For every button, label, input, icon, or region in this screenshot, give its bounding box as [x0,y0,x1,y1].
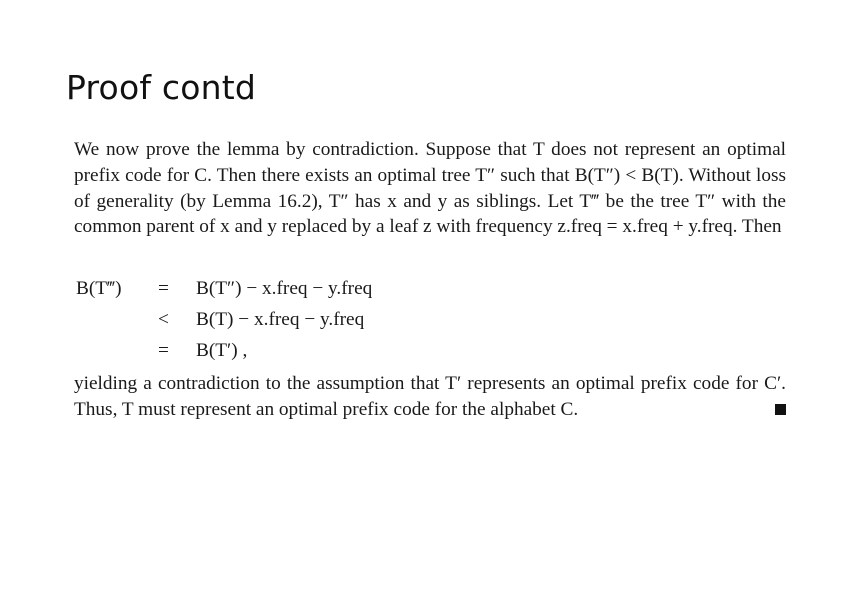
equation-relation: < [158,309,169,330]
equation-relation: = [158,278,169,299]
equation-rhs: B(T″) − x.freq − y.freq [196,278,373,299]
qed-symbol [775,404,786,415]
equation-relation: = [158,340,169,361]
proof-paragraph-1: We now prove the lemma by contradiction. Suppose that T does not represent an optimal prefix code for C. Then there exists an optimal tree T″ such that B(T″) < B(T). Without loss of generality (by Lemma 16.2), T″ has x and y as siblings. Let T‴ be the tree T″ with the common parent of x and y replaced by a leaf z with frequency z.freq = x.freq + y.freq. Then [74,139,786,238]
slide-title: Proof contd [66,68,256,107]
equation-lhs: B(T‴) [76,278,122,299]
proof-paragraph-2: yielding a contradiction to the assumption that T′ represents an optimal prefix code for C′. Thus, T must represent an optimal prefix code for the alphabet C. [74,373,786,420]
equation-rhs: B(T′) , [196,340,248,361]
equation-rhs: B(T) − x.freq − y.freq [196,309,365,330]
